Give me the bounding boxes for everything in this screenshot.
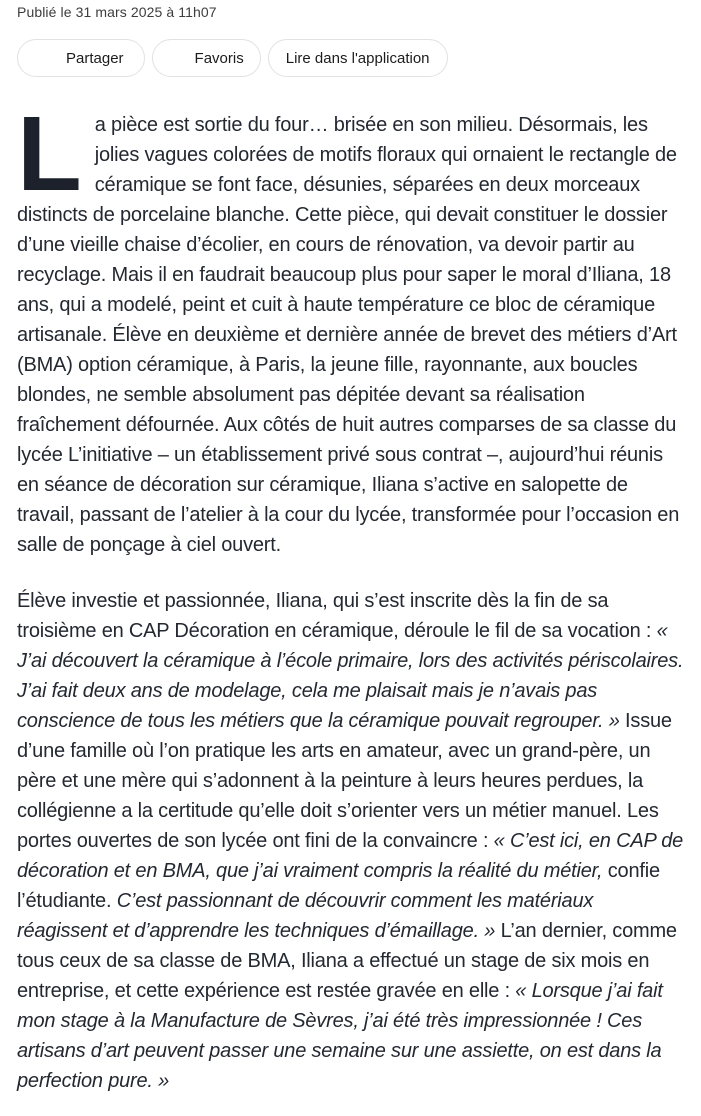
body-text: confie l’étudiante. — [17, 860, 660, 912]
favorites-button[interactable] — [152, 39, 261, 77]
body-text: Issue d’une famille où l’on pratique les arts en amateur, avec un grand-père, un père et une mère qui s’adonnent à la peinture à leurs heures perdues, la collégienne a la certitude qu’elle doit s’orienter vers un métier manuel. Les portes ouvertes de son lycée ont fini de la convaincre : — [17, 710, 672, 852]
share-button-label: Partager — [66, 49, 124, 67]
quote-text: « Lorsque j’ai fait mon stage à la Manufacture de Sèvres, j’ai été très impressionnée ! Ces artisans d’art peuvent passer une semaine sur une assiette, on est dans la perfection pure. » — [17, 980, 663, 1092]
body-text: L’an dernier, comme tous ceux de sa classe de BMA, Iliana a effectué un stage de six mois en entreprise, et cette expérience est restée gravée en elle : — [17, 920, 677, 1002]
action-buttons-row — [17, 39, 685, 77]
paragraph — [17, 586, 685, 1096]
body-text: a pièce est sortie du four… brisée en son milieu. Désormais, les jolies vagues colorées de motifs floraux qui ornaient le rectangle de céramique se font face, désunies, séparées en deux morceaux distincts de porcelaine blanche. Cette pièce, qui devait constituer le dossier d’une vieille chaise d’écolier, en cours de rénovation, va devoir partir au recyclage. Mais il en faudrait beaucoup plus pour saper le moral d’Iliana, 18 ans, qui a modelé, peint et cuit à haute température ce bloc de céramique artisanale. Élève en deuxième et dernière année de brevet des métiers d’Art (BMA) option céramique, à Paris, la jeune fille, rayonnante, aux boucles blondes, ne semble absolument pas dépitée devant sa réalisation fraîchement défournée. Aux côtés de huit autres comparses de sa classe du lycée L’initiative – un établissement privé sous contrat –, aujourd’hui réunis en séance de décoration sur céramique, Iliana s’active en salopette de travail, passant de l’atelier à la cour du lycée, transformée pour l’occasion en salle de ponçage à ciel ouvert. — [17, 114, 680, 556]
read-in-app-button[interactable] — [268, 39, 448, 77]
bookmark-icon — [167, 49, 195, 67]
publish-date: Publié le 31 mars 2025 à 11h07 — [17, 4, 217, 20]
article-body — [17, 95, 685, 1096]
quote-text: « J’ai découvert la céramique à l’école primaire, lors des activités périscolaires. J’ai fait deux ans de modelage, cela me plaisait mais je n’avais pas conscience de tous les métiers que la céramique pouvait regrouper. » — [17, 620, 684, 732]
read-in-app-button-label: Lire dans l'application — [285, 49, 430, 67]
share-icon — [32, 49, 66, 67]
paragraph — [17, 95, 685, 560]
quote-text: C’est passionnant de découvrir comment les matériaux réagissent et d’apprendre les techniques d’émaillage. » — [17, 890, 594, 942]
quote-text: « C’est ici, en CAP de décoration et en BMA, que j’ai vraiment compris la réalité du métier, — [17, 830, 684, 882]
share-button[interactable] — [17, 39, 145, 77]
drop-cap: L — [17, 95, 80, 213]
favorites-button-label: Favoris — [194, 49, 244, 67]
body-text: Élève investie et passionnée, Iliana, qui s’est inscrite dès la fin de sa troisième en CAP Décoration en céramique, déroule le fil de sa vocation : — [17, 590, 657, 642]
